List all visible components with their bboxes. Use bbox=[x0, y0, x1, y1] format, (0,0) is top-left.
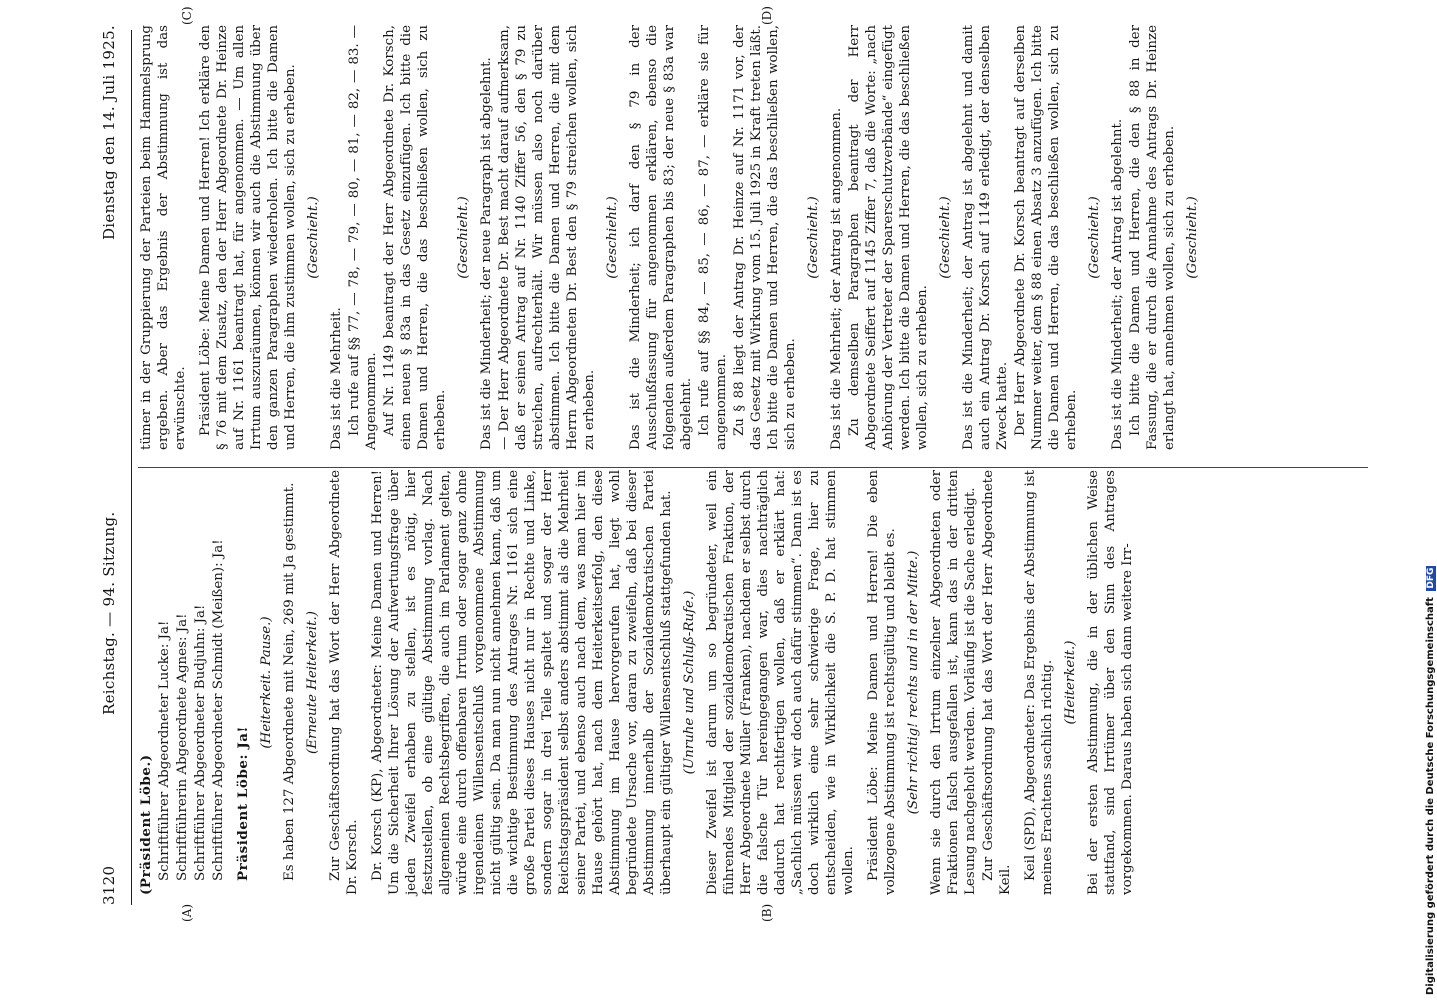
right-column-paragraph: Das ist die Mehrheit. bbox=[329, 307, 344, 450]
right-column-paragraph: (Geschieht.) bbox=[1087, 196, 1102, 279]
margin-marker-c: (C) bbox=[180, 6, 194, 25]
session-date: Dienstag den 14. Juli 1925. bbox=[100, 25, 118, 241]
left-column-paragraph: Zur Geschäftsordnung hat das Wort der Herr Abgeordnete Dr. Korsch. bbox=[328, 470, 360, 895]
right-column-paragraph: (Geschieht.) bbox=[1185, 196, 1200, 279]
left-column-paragraph: Präsident Löbe: Meine Damen und Herren! Die eben vollzogene Abstimmung ist rechtsgültig und bleibt es. bbox=[866, 470, 898, 895]
left-column-paragraph: (Erneute Heiterkeit.) bbox=[305, 611, 320, 754]
left-column-paragraph: Präsident Löbe: Ja! bbox=[235, 725, 251, 881]
right-column-paragraph: Das ist die Minderheit; der neue Paragraph ist abgelehnt. bbox=[479, 57, 494, 450]
session-title: Reichstag. — 94. Sitzung. bbox=[100, 511, 118, 715]
margin-marker-a: (A) bbox=[180, 903, 194, 922]
margin-marker-b: (B) bbox=[760, 903, 774, 922]
right-column-paragraph: Ich rufe auf §§ 84, — 85, — 86, — 87, — erkläre sie für angenommen. bbox=[697, 25, 729, 450]
dfg-logo: DFG bbox=[1426, 567, 1436, 589]
right-column-paragraph: Das ist die Minderheit; der Antrag ist abgelehnt und damit auch ein Antrag Dr. Korsch auf 1149 erledigt, der denselben Zweck hatte. bbox=[961, 25, 1010, 450]
left-column-paragraph: (Sehr richtig! rechts und in der Mitte.) bbox=[906, 550, 921, 815]
right-column-paragraph: tümer in der Gruppierung der Parteien beim Hammelsprung ergeben. Aber das Ergebnis der Abstimmung ist das erwünschte. bbox=[139, 25, 188, 450]
right-column-paragraph: Auf Nr. 1149 beantragt der Herr Abgeordnete Dr. Korsch, einen neuen § 83a in das Gesetz einzufügen. Ich bitte die Damen und Herren, die das beschließen wollen, sich zu erheben. bbox=[382, 25, 448, 450]
left-column-paragraph: Wenn sie durch den Irrtum einzelner Abgeordneten oder Fraktionen falsch ausgefallen ist, kann das in der dritten Lesung nachgeholt werden. Vorläufig ist die Sache erledigt. bbox=[929, 470, 978, 895]
digitization-note: Digitalisierung gefördert durch die Deutsche Forschungsgemeinschaft bbox=[1425, 597, 1436, 995]
right-column-paragraph: Der Herr Abgeordnete Dr. Korsch beantragt auf derselben Nummer weiter, dem § 88 einen Absatz 3 anzufügen. Ich bitte die Damen und Herren, die das beschließen wollen, sich zu erheben. bbox=[1013, 25, 1079, 450]
page-header bbox=[100, 25, 132, 905]
left-column-paragraph: (Unruhe und Schluß-Rufe.) bbox=[682, 590, 697, 775]
right-column-paragraph: Das ist die Minderheit; der Antrag ist abgelehnt. bbox=[1110, 118, 1125, 450]
right-column-paragraph: (Geschieht.) bbox=[456, 196, 471, 279]
left-column-paragraph: (Heiterkeit.) bbox=[1063, 640, 1078, 725]
left-column-paragraph: (Heiterkeit. Pause.) bbox=[259, 616, 274, 749]
column-separator bbox=[138, 467, 1368, 468]
left-column-paragraph: Dr. Korsch (KP), Abgeordneter: Meine Damen und Herren! Um die Sicherheit Ihrer Lösung der Aufwertungsfrage über jeden Zweifel erhaben zu stellen, ist es nötig, hier festzustellen, ob eine gültige Abstimmung vorlag. Nach allgemeinen Rechtsbegriffen, die auch im Parlament gelten, würde eine durch offenbaren Irrtum oder sogar ganz ohne irgendeinen Willensentschluß vorgenommene Abstimmung nicht gültig sein. Da man nun nicht annehmen kann, daß um die wichtige Bestimmung des Antrages Nr. 1161 sich eine große Partei dieses Hauses nicht nur in Rechte und Linke, sondern sogar in drei Teile spaltet und sogar der Herr Reichstagspräsident selbst anders abstimmt als die Mehrheit seiner Partei, und ebenso auch nach dem, was man hier im Hause gehört hat, nach dem Heiterkeitserfolg, den diese Abstimmung im Hause hervorgerufen hat, liegt wohl begründete Ursache vor, daran zu zweifeln, daß bei dieser Abstimmung innerhalb der Sozialdemokratischen Partei überhaupt ein gültiger Willensentschluß stattgefunden hat. bbox=[370, 470, 674, 895]
right-column-paragraph: Zu demselben Paragraphen beantragt der Herr Abgeordnete Seiffert auf 1145 Ziffer 7, daß die Worte: „nach Anhörung der Vertreter der Sparerschutzverbände“ eingefügt werden. Ich bitte die Damen und Herren, die das beschließen wollen, sich zu erheben. bbox=[847, 25, 930, 450]
left-text-column bbox=[138, 470, 1137, 895]
left-column-paragraph: Bei der ersten Abstimmung, die in der üblichen Weise stattfand, sind Irrtümer über den Sinn des Antrages vorgekommen. Daraus haben sich dann weitere Irr- bbox=[1086, 470, 1135, 895]
left-column-paragraph: Dieser Zweifel ist darum um so begründeter, weil ein führendes Mitglied der sozialdemokratischen Fraktion, der Herr Abgeordnete Müller (Franken), nachdem er selbst durch die falsche Tür hereingegangen war, dies nachträglich dadurch hat rechtfertigen wollen, daß er erklärt hat: „Sachlich müssen wir doch auch dafür stimmen“. Dann ist es doch wirklich eine sehr schwierige Frage, hier zu entscheiden, wie in Wirklichkeit die S. P. D. hat stimmen wollen. bbox=[705, 470, 856, 895]
left-column-paragraph: Schriftführer Abgeordneter Lucke: Ja! bbox=[157, 620, 172, 881]
header-rule bbox=[131, 30, 132, 905]
left-column-paragraph: (Präsident Löbe.) bbox=[138, 754, 154, 895]
digitization-footer bbox=[1418, 566, 1437, 995]
right-column-paragraph: Das ist die Minderheit; ich darf den § 79 in der Ausschußfassung für angenommen erklären, ebenso die folgenden außerdem Paragraphen bis 83; der neue § 83a war abgelehnt. bbox=[628, 25, 694, 450]
margin-marker-d: (D) bbox=[760, 6, 774, 25]
left-column-paragraph: Es haben 127 Abgeordnete mit Nein, 269 mit Ja gestimmt. bbox=[282, 482, 297, 881]
left-column-paragraph: Keil (SPD), Abgeordneter: Das Ergebnis der Abstimmung ist meines Erachtens sachlich richtig. bbox=[1023, 470, 1055, 895]
right-column-paragraph: (Geschieht.) bbox=[806, 196, 821, 279]
right-column-paragraph: (Geschieht.) bbox=[938, 196, 953, 279]
left-column-paragraph: Schriftführer Abgeordneter Budjuhn: Ja! bbox=[193, 604, 208, 881]
right-column-paragraph: Ich bitte die Damen und Herren, die den § 88 in der Fassung, die er durch die Annahme des Antrags Dr. Heinze erlangt hat, annehmen wollen, sich zu erheben. bbox=[1128, 25, 1177, 450]
right-column-paragraph: Das ist die Mehrheit; der Antrag ist angenommen. bbox=[829, 107, 844, 450]
page-number: 3120 bbox=[100, 865, 118, 905]
right-column-paragraph: Präsident Löbe: Meine Damen und Herren! Ich erkläre den § 76 mit dem Zusatz, den der Herr Abgeordnete Dr. Heinze auf Nr. 1161 beantragt hat, für angenommen. — Um allen Irrtum auszuräumen, können wir auch die Abstimmung über den ganzen Paragraphen wiederholen. Ich bitte die Damen und Herren, die ihm zustimmen wollen, sich zu erheben. bbox=[198, 25, 298, 450]
right-column-paragraph: Zu § 88 liegt der Antrag Dr. Heinze auf Nr. 1171 vor, der das Gesetz mit Wirkung vom 15. Juli 1925 in Kraft treten läßt. Ich bitte die Damen und Herren, die das beschließen wollen, sich zu erheben. bbox=[732, 25, 798, 450]
left-column-paragraph: Schriftführer Abgeordneter Schmidt (Meißen): Ja! bbox=[211, 539, 226, 881]
left-column-paragraph: Zur Geschäftsordnung hat das Wort der Herr Abgeordnete Keil. bbox=[981, 470, 1013, 895]
right-column-paragraph: (Geschieht.) bbox=[306, 196, 321, 279]
right-column-paragraph: (Geschieht.) bbox=[605, 196, 620, 279]
right-text-column bbox=[138, 25, 1207, 450]
left-column-paragraph: Schriftführerin Abgeordnete Agnes: Ja! bbox=[175, 613, 190, 881]
right-column-paragraph: — Der Herr Abgeordnete Dr. Best macht darauf aufmerksam, daß er seinen Antrag auf Nr. 1140 Ziffer 56, den § 79 zu streichen, aufrechterhält. Wir müssen also noch darüber abstimmen. Ich bitte die Damen und Herren, die mit dem Herrn Abgeordneten Dr. Best den § 79 streichen wollen, sich zu erheben. bbox=[497, 25, 597, 450]
right-column-paragraph: Ich rufe auf §§ 77, — 78, — 79, — 80, — 81, — 82, — 83. — Angenommen. bbox=[347, 25, 379, 450]
